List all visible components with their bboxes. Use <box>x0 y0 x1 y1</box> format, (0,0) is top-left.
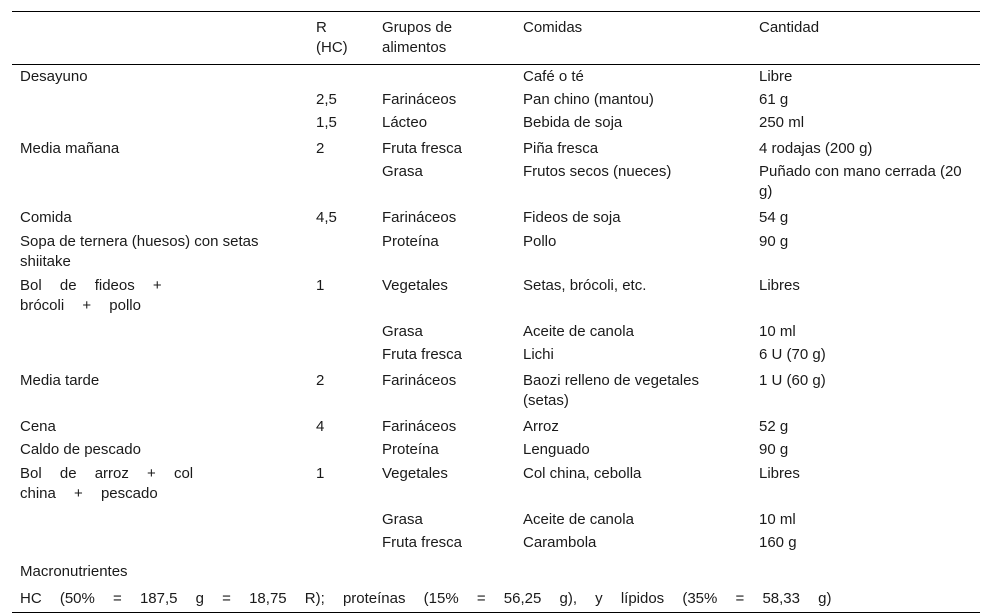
r-cell: 2 <box>316 372 325 389</box>
table-row <box>12 531 980 554</box>
group-cell: Farináceos <box>382 372 457 389</box>
food-cell: Setas, brócoli, etc. <box>523 277 647 294</box>
table-row <box>12 160 980 203</box>
meal-cell: Desayuno <box>20 68 88 85</box>
header-foods: Comidas <box>523 19 583 36</box>
food-cell: Baozi relleno de vegetales (setas) <box>523 372 699 409</box>
meal-cell: Media tarde <box>20 372 100 389</box>
table-header <box>12 12 980 65</box>
table-row <box>12 412 980 438</box>
quantity-cell: 1 U (60 g) <box>759 372 826 389</box>
meal-cell <box>12 111 308 134</box>
food-cell: Fideos de soja <box>523 209 621 226</box>
quantity-cell: Libres <box>759 277 800 294</box>
food-cell: Bebida de soja <box>523 114 623 131</box>
meal-cell: Bol de fideos + brócoli + pollo <box>20 277 162 314</box>
quantity-cell: 10 ml <box>759 323 796 340</box>
food-cell: Lichi <box>523 346 554 363</box>
r-cell <box>308 65 374 89</box>
table-row <box>12 65 980 89</box>
group-cell: Vegetales <box>382 465 448 482</box>
table-row <box>12 505 980 531</box>
header-quantity: Cantidad <box>759 19 820 36</box>
food-cell: Col china, cebolla <box>523 465 642 482</box>
r-cell <box>308 229 374 273</box>
r-cell: 4,5 <box>316 209 337 226</box>
table-row <box>12 438 980 461</box>
group-cell: Proteína <box>382 441 439 458</box>
table-row <box>12 461 980 505</box>
table-row <box>12 273 980 317</box>
quantity-cell: 54 g <box>759 209 789 226</box>
meal-cell <box>12 88 308 111</box>
quantity-cell: 90 g <box>759 441 789 458</box>
meal-cell <box>12 505 308 531</box>
macronutrients-text: HC (50% = 187,5 g = 18,75 R); proteínas (15% = 56,25 g), y lípidos (35% = 58,33 g) <box>20 590 832 607</box>
table-row <box>12 134 980 160</box>
r-cell <box>308 438 374 461</box>
group-cell: Farináceos <box>382 418 457 435</box>
meal-cell: Comida <box>20 209 72 226</box>
group-cell: Fruta fresca <box>382 534 463 551</box>
food-cell: Pan chino (mantou) <box>523 91 654 108</box>
table-row <box>12 229 980 273</box>
food-cell: Arroz <box>523 418 559 435</box>
quantity-cell: 4 rodajas (200 g) <box>759 140 873 157</box>
quantity-cell: Puñado con mano cerrada (20 g) <box>759 163 962 200</box>
r-cell: 2,5 <box>316 91 337 108</box>
header-r: R (HC) <box>316 19 348 56</box>
r-cell: 1 <box>316 465 325 482</box>
r-cell <box>308 531 374 554</box>
group-cell: Fruta fresca <box>382 346 463 363</box>
meal-cell <box>12 531 308 554</box>
quantity-cell: 52 g <box>759 418 789 435</box>
meal-cell: Caldo de pescado <box>20 441 141 458</box>
table-body <box>12 65 980 613</box>
meal-cell <box>12 317 308 343</box>
meal-cell <box>12 343 308 366</box>
quantity-cell: 90 g <box>759 233 789 250</box>
r-cell: 2 <box>316 140 325 157</box>
meal-cell: Sopa de ternera (huesos) con setas shiitake <box>20 233 259 270</box>
meal-cell: Bol de arroz + col china + pescado <box>20 465 194 502</box>
quantity-cell: 6 U (70 g) <box>759 346 826 363</box>
table-row <box>12 366 980 412</box>
table-row <box>12 317 980 343</box>
group-cell: Fruta fresca <box>382 140 463 157</box>
group-cell: Vegetales <box>382 277 448 294</box>
footer-title-row <box>12 554 980 585</box>
group-cell: Grasa <box>382 511 423 528</box>
footer-text-row <box>12 585 980 613</box>
group-cell: Grasa <box>382 163 423 180</box>
quantity-cell: Libre <box>759 68 793 85</box>
group-cell: Grasa <box>382 323 423 340</box>
r-cell <box>308 343 374 366</box>
food-cell: Piña fresca <box>523 140 599 157</box>
r-cell <box>308 317 374 343</box>
r-cell: 1,5 <box>316 114 337 131</box>
food-cell: Frutos secos (nueces) <box>523 163 672 180</box>
food-cell: Lenguado <box>523 441 590 458</box>
table-row <box>12 111 980 134</box>
quantity-cell: Libres <box>759 465 800 482</box>
r-cell <box>308 505 374 531</box>
food-cell: Carambola <box>523 534 597 551</box>
r-cell: 4 <box>316 418 325 435</box>
group-cell: Proteína <box>382 233 439 250</box>
meal-cell <box>12 160 308 203</box>
r-cell: 1 <box>316 277 325 294</box>
table-row <box>12 203 980 229</box>
header-meal <box>12 12 308 65</box>
r-cell <box>308 160 374 203</box>
group-cell: Farináceos <box>382 91 457 108</box>
quantity-cell: 160 g <box>759 534 797 551</box>
diet-plan-table <box>12 11 980 613</box>
group-cell: Lácteo <box>382 114 428 131</box>
food-cell: Aceite de canola <box>523 511 634 528</box>
food-cell: Aceite de canola <box>523 323 634 340</box>
quantity-cell: 10 ml <box>759 511 796 528</box>
food-cell: Café o té <box>523 68 584 85</box>
quantity-cell: 61 g <box>759 91 789 108</box>
group-cell <box>374 65 515 89</box>
meal-cell: Media mañana <box>20 140 120 157</box>
quantity-cell: 250 ml <box>759 114 805 131</box>
group-cell: Farináceos <box>382 209 457 226</box>
meal-cell: Cena <box>20 418 56 435</box>
food-cell: Pollo <box>523 233 557 250</box>
table-row <box>12 88 980 111</box>
table-row <box>12 343 980 366</box>
header-groups: Grupos de alimentos <box>382 19 453 56</box>
macronutrients-title: Macronutrientes <box>20 563 128 580</box>
